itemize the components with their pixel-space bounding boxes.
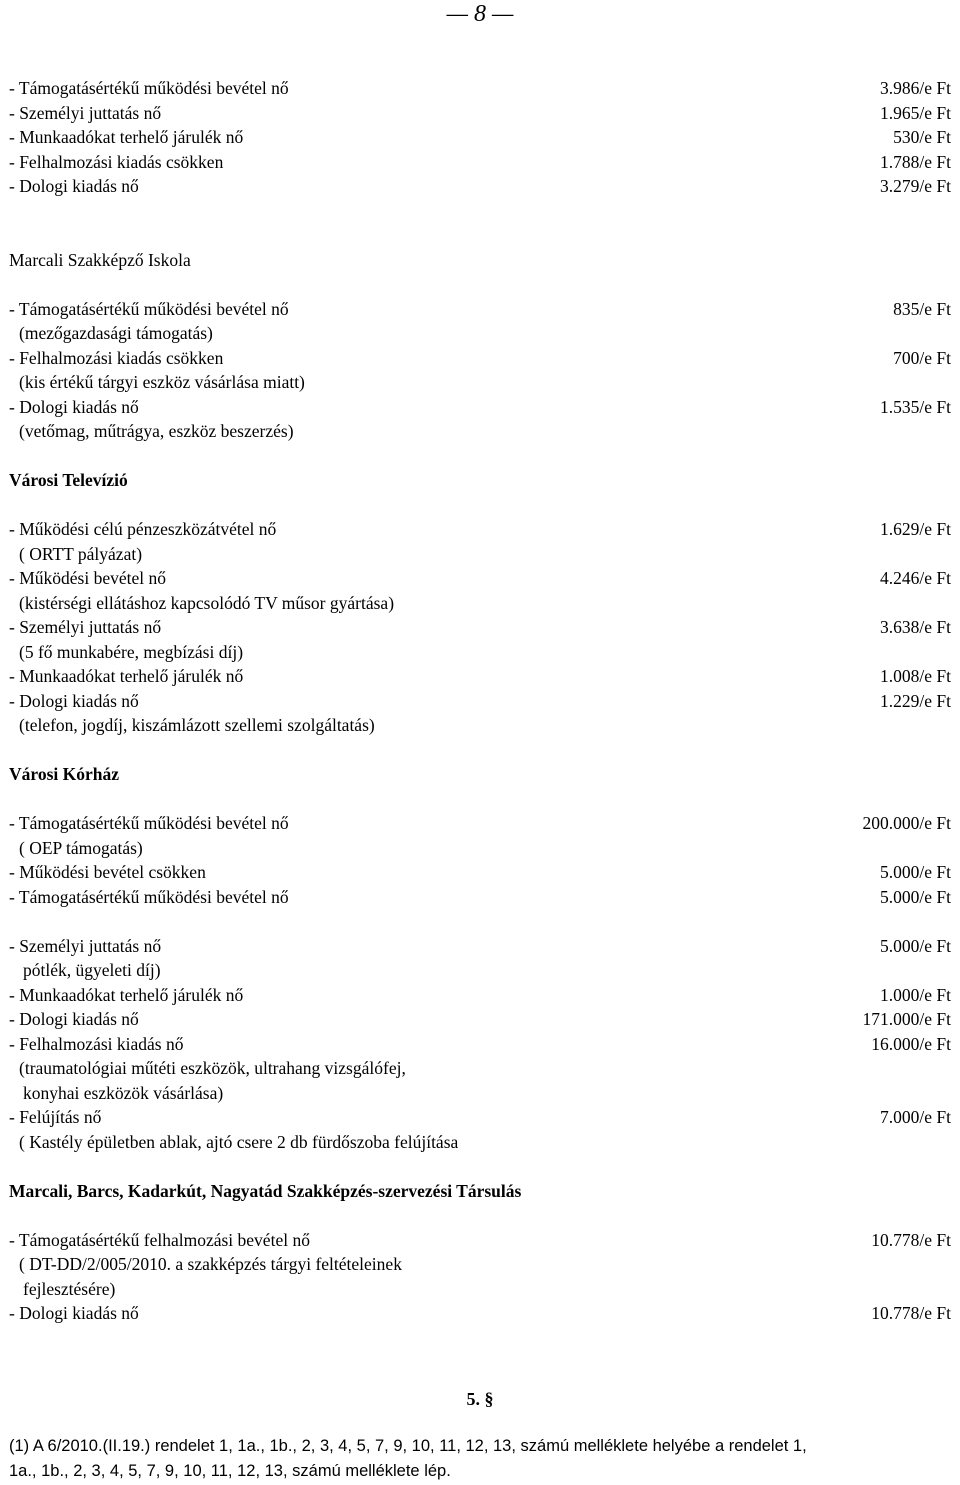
item-value: 171.000/e Ft <box>862 1009 951 1029</box>
list-item <box>9 1007 951 1032</box>
list-item <box>9 346 951 371</box>
section-marker: 5. § <box>466 1389 494 1409</box>
item-note: pótlék, ügyeleti díj) <box>23 960 161 980</box>
section-association <box>9 1179 951 1326</box>
section-title: Marcali, Barcs, Kadarkút, Nagyatád Szakképzés-szervezési Társulás <box>9 1180 522 1201</box>
list-item-note <box>9 542 951 567</box>
item-label: - Felhalmozási kiadás csökken <box>9 347 224 368</box>
list-item <box>9 174 951 199</box>
item-note: (traumatológiai műtéti eszközök, ultrahang vizsgálófej, <box>19 1058 406 1078</box>
item-value: 10.778/e Ft <box>871 1229 951 1250</box>
list-item <box>9 101 951 126</box>
spacer <box>9 738 951 763</box>
item-note: ( Kastély épületben ablak, ajtó csere 2 db fürdőszoba felújítása <box>19 1131 459 1152</box>
item-value: 1.535/e Ft <box>880 396 951 417</box>
list-item-note <box>9 836 951 861</box>
list-item <box>9 297 951 322</box>
section-tv <box>9 468 951 738</box>
section-heading <box>9 1179 951 1204</box>
spacer <box>9 223 951 248</box>
item-note: (vetőmag, műtrágya, eszköz beszerzés) <box>19 421 294 441</box>
list-item <box>9 1032 951 1057</box>
item-label: - Működési célú pénzeszközátvétel nő <box>9 519 277 539</box>
item-label: - Munkaadókat terhelő járulék nő <box>9 127 244 147</box>
item-note: ( OEP támogatás) <box>19 837 143 858</box>
item-note: konyhai eszközök vásárlása) <box>23 1082 224 1103</box>
item-label: - Támogatásértékű működési bevétel nő <box>9 298 289 319</box>
item-label: - Működési bevétel nő <box>9 568 166 588</box>
list-item <box>9 860 951 885</box>
list-item <box>9 1228 951 1253</box>
item-value: 3.638/e Ft <box>880 617 951 637</box>
intro-list <box>9 76 951 199</box>
item-value: 3.279/e Ft <box>880 176 951 196</box>
item-label: - Dologi kiadás nő <box>9 1009 139 1029</box>
list-item-note <box>9 640 951 665</box>
item-label: - Felhalmozási kiadás csökken <box>9 151 224 172</box>
item-note: (kistérségi ellátáshoz kapcsolódó TV műsor gyártása) <box>19 592 395 613</box>
list-item-note <box>9 591 951 616</box>
list-item-note <box>9 1056 951 1081</box>
item-value: 5.000/e Ft <box>880 886 951 907</box>
item-value: 1.008/e Ft <box>880 666 951 686</box>
item-note: (mezőgazdasági támogatás) <box>19 323 213 343</box>
list-item <box>9 517 951 542</box>
item-value: 835/e Ft <box>893 298 951 319</box>
section-title: Marcali Szakképző Iskola <box>9 249 191 270</box>
spacer <box>9 1154 951 1179</box>
section-title: Városi Kórház <box>9 764 120 784</box>
section-heading <box>9 248 951 273</box>
list-item <box>9 76 951 101</box>
spacer <box>9 909 951 934</box>
item-value: 1.000/e Ft <box>880 984 951 1005</box>
item-label: - Dologi kiadás nő <box>9 690 139 711</box>
section-school <box>9 248 951 444</box>
list-item <box>9 811 951 836</box>
section-hospital <box>9 762 951 1154</box>
item-note: ( ORTT pályázat) <box>19 543 143 564</box>
list-item-note <box>9 370 951 395</box>
list-item <box>9 150 951 175</box>
item-note: (5 fő munkabére, megbízási díj) <box>19 641 244 662</box>
spacer <box>9 444 951 469</box>
page-number: — 8 — <box>446 1 514 27</box>
document-body <box>9 76 951 1326</box>
spacer <box>9 199 951 224</box>
item-value: 1.965/e Ft <box>880 102 951 123</box>
item-value: 200.000/e Ft <box>862 813 951 833</box>
list-item <box>9 983 951 1008</box>
item-label: - Működési bevétel csökken <box>9 862 206 882</box>
list-item-note <box>9 1081 951 1106</box>
item-label: - Munkaadókat terhelő járulék nő <box>9 666 244 686</box>
section-heading <box>9 468 951 493</box>
list-item <box>9 615 951 640</box>
list-item <box>9 885 951 910</box>
item-note: fejlesztésére) <box>23 1278 116 1299</box>
item-value: 700/e Ft <box>893 347 951 368</box>
list-item <box>9 395 951 420</box>
spacer <box>9 1203 951 1228</box>
item-value: 5.000/e Ft <box>880 862 951 882</box>
item-label: - Felújítás nő <box>9 1107 102 1127</box>
item-label: - Támogatásértékű felhalmozási bevétel nő <box>9 1229 310 1250</box>
list-item-note <box>9 1277 951 1302</box>
item-label: - Dologi kiadás nő <box>9 396 139 417</box>
item-value: 1.229/e Ft <box>880 690 951 711</box>
section-heading <box>9 762 951 787</box>
page-number-value: 8 <box>474 1 486 27</box>
item-note: ( DT-DD/2/005/2010. a szakképzés tárgyi feltételeinek <box>19 1254 402 1274</box>
list-item-note <box>9 713 951 738</box>
item-value: 7.000/e Ft <box>880 1107 951 1127</box>
item-label: - Támogatásértékű működési bevétel nő <box>9 78 289 98</box>
list-item-note <box>9 1252 951 1277</box>
item-value: 3.986/e Ft <box>880 78 951 98</box>
item-label: - Dologi kiadás nő <box>9 1303 139 1323</box>
spacer <box>9 787 951 812</box>
item-note: (kis értékű tárgyi eszköz vásárlása miatt) <box>19 372 305 392</box>
list-item-note <box>9 419 951 444</box>
list-item-note <box>9 1130 951 1155</box>
item-value: 1.788/e Ft <box>880 151 951 172</box>
item-note: (telefon, jogdíj, kiszámlázott szellemi szolgáltatás) <box>19 715 375 735</box>
list-item <box>9 934 951 959</box>
item-value: 530/e Ft <box>893 127 951 147</box>
item-value: 10.778/e Ft <box>871 1303 951 1323</box>
list-item <box>9 1301 951 1326</box>
list-item <box>9 125 951 150</box>
item-label: - Személyi juttatás nő <box>9 102 162 123</box>
spacer <box>9 272 951 297</box>
item-value: 5.000/e Ft <box>880 935 951 956</box>
item-label: - Dologi kiadás nő <box>9 176 139 196</box>
item-label: - Személyi juttatás nő <box>9 617 162 637</box>
footnote: (1) A 6/2010.(II.19.) rendelet 1, 1a., 1b., 2, 3, 4, 5, 7, 9, 10, 11, 12, 13, számú melléklete helyébe a rendelet 1, 1a., 1b., 2, 3, 4, 5, 7, 9, 10, 11, 12, 13, számú melléklete lép. <box>9 1437 807 1480</box>
item-value: 1.629/e Ft <box>880 519 951 539</box>
item-label: - Támogatásértékű működési bevétel nő <box>9 813 289 833</box>
list-item <box>9 664 951 689</box>
list-item <box>9 689 951 714</box>
item-label: - Személyi juttatás nő <box>9 935 162 956</box>
item-label: - Munkaadókat terhelő járulék nő <box>9 984 244 1005</box>
list-item <box>9 1105 951 1130</box>
list-item <box>9 566 951 591</box>
list-item-note <box>9 958 951 983</box>
spacer <box>9 493 951 518</box>
section-title: Városi Televízió <box>9 470 128 490</box>
item-value: 4.246/e Ft <box>880 568 951 588</box>
item-label: - Támogatásértékű működési bevétel nő <box>9 886 289 907</box>
list-item-note <box>9 321 951 346</box>
item-label: - Felhalmozási kiadás nő <box>9 1033 184 1054</box>
item-value: 16.000/e Ft <box>871 1033 951 1054</box>
